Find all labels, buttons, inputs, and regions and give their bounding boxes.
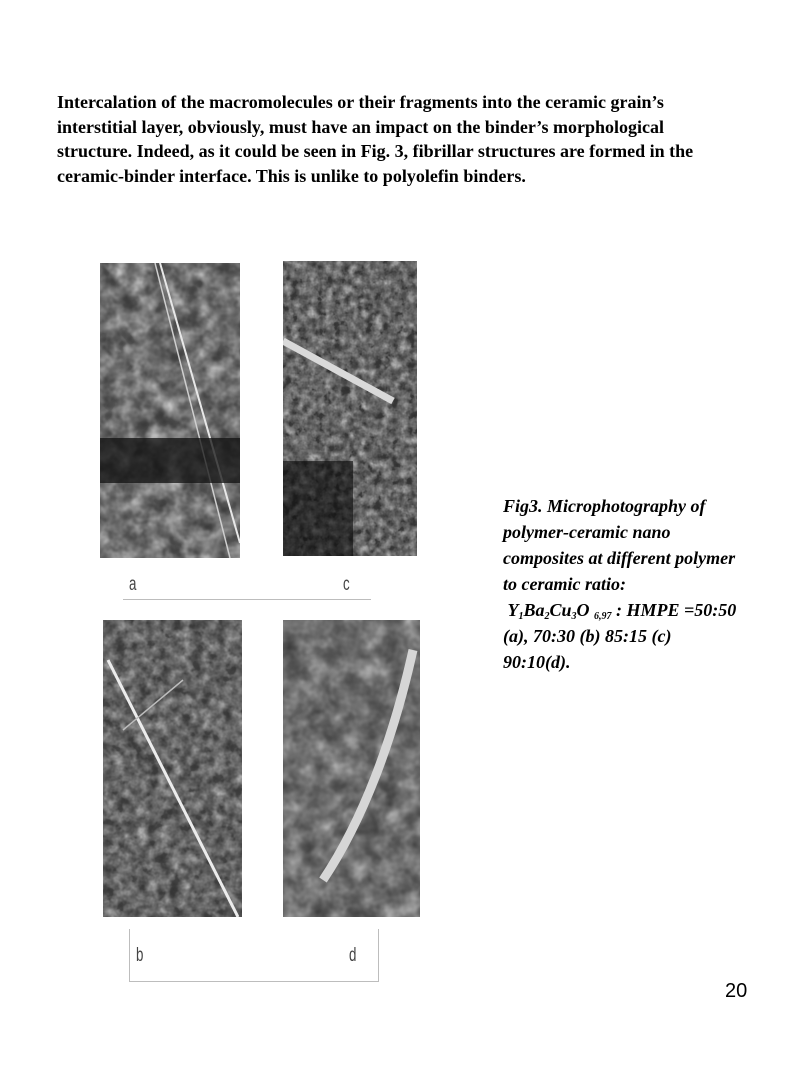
caption-text: Fig3. Microphotography of polymer-ceramic nano composites at different polymer to ceramic ratio: — [503, 496, 736, 594]
label-strip-top — [123, 558, 371, 600]
micrograph-c — [283, 261, 417, 556]
page-number: 20 — [725, 980, 748, 1002]
panel-label-a: a — [129, 574, 137, 595]
panel-label-b: b — [136, 945, 144, 966]
figure-caption — [503, 493, 743, 675]
body-paragraph: Intercalation of the macromolecules or their fragments into the ceramic grain’s interstitial layer, obviously, must have an impact on the binder’s morphological structure. Indeed, as it could be seen in Fig. 3, fibrillar structures are formed in the ceramic-binder interface. This is unlike to polyolefin binders. — [57, 92, 694, 186]
panel-label-c: c — [343, 574, 350, 595]
caption-ratios: : HMPE =50:50 (a), 70:30 (b) 85:15 (c) 90:10(d). — [503, 600, 737, 672]
micrograph-d — [283, 620, 420, 917]
caption-formula: $Y_1Ba_2Cu_3O$ $_{6,97}$ — [507, 600, 612, 622]
label-strip-bottom — [129, 929, 379, 982]
micrograph-b — [103, 620, 242, 917]
micrograph-a — [100, 263, 240, 558]
panel-label-d: d — [349, 945, 357, 966]
